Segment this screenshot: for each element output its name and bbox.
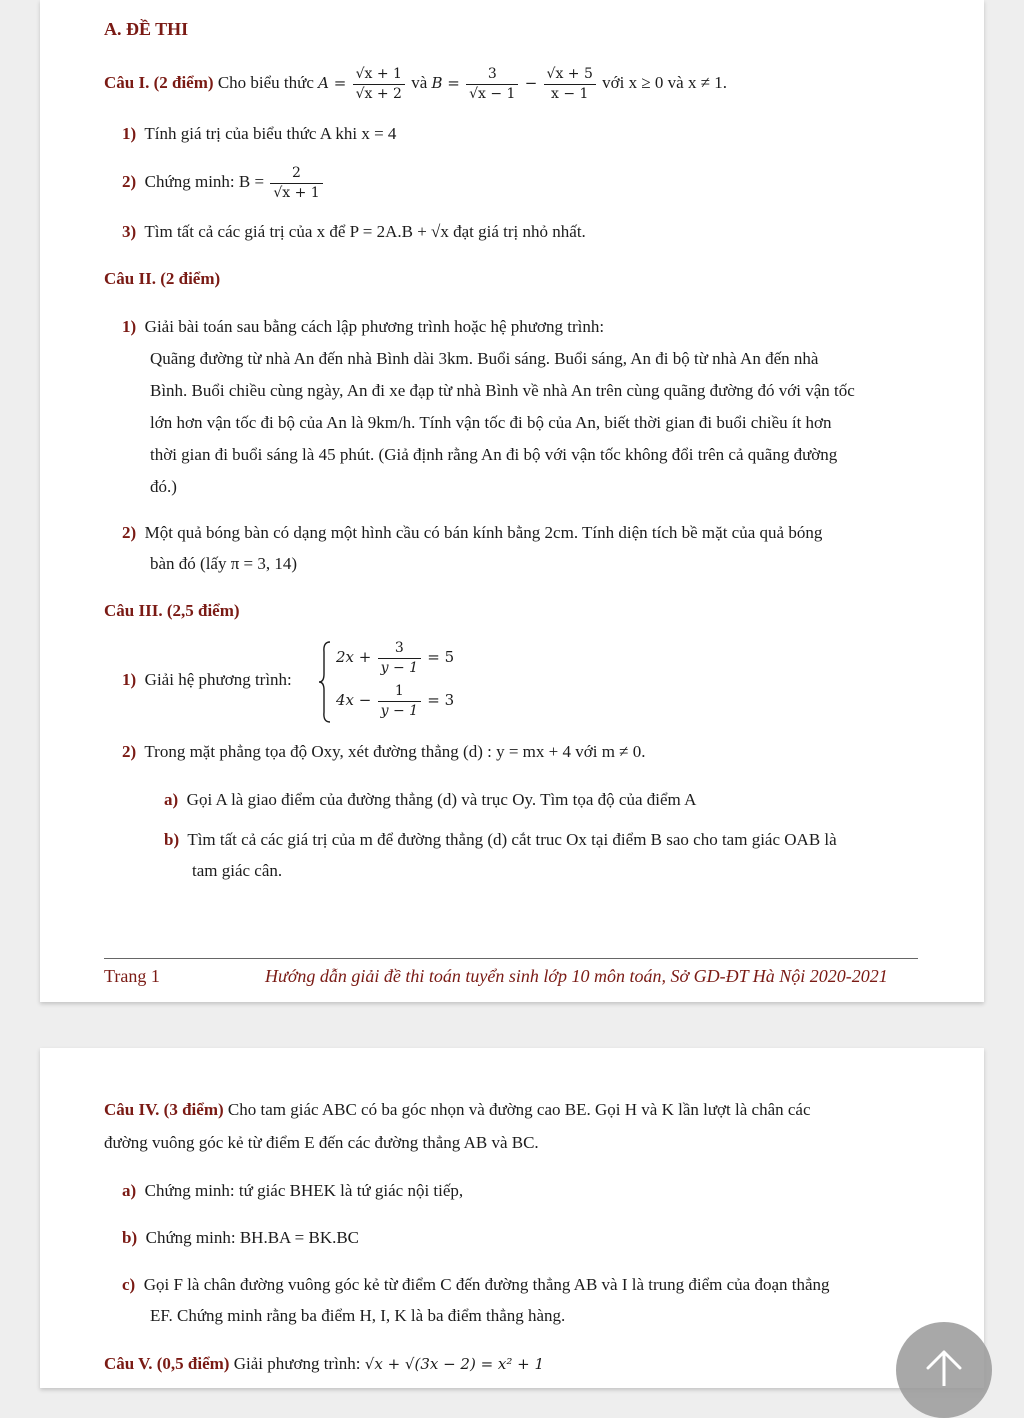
fraction-A: $\frac{√x + 1}{√x + 2}$ xyxy=(353,65,405,104)
system-equation-2: 4x − $\frac{1}{y - 1}$ = 3 xyxy=(336,682,455,719)
q1-item-3: 3) Tìm tất cả các giá trị của x để P = 2A.B + √x đạt giá trị nhỏ nhất. xyxy=(122,222,586,241)
system-brace-icon xyxy=(318,640,332,724)
arrow-up-icon xyxy=(924,1346,964,1386)
question-5: Câu V. (0,5 điểm) Giải phương trình: √x + √(3x − 2) = x² + 1 xyxy=(104,1354,545,1373)
question-2-header: Câu II. (2 điểm) xyxy=(104,269,221,288)
q3-item-1: 1) Giải hệ phương trình: xyxy=(122,670,292,689)
q3-sub-b-line-1: b) Tìm tất cả các giá trị của m để đường thẳng (d) cắt truc Ox tại điểm B sao cho tam giác OAB là xyxy=(164,830,837,849)
q1-item-2: 2) Chứng minh: B = $\frac{2}{√x + 1}$ xyxy=(122,160,325,204)
q2-item-2-line-1: 2) Một quả bóng bàn có dạng một hình cầu có bán kính bằng 2cm. Tính diện tích bề mặt của quả bóng xyxy=(122,523,823,542)
fraction-B1: $\frac{3}{√x - 1}$ xyxy=(466,65,518,104)
q1-item-1: 1) Tính giá trị của biểu thức A khi x = 4 xyxy=(122,124,397,143)
question-4-header: Câu IV. (3 điểm) Cho tam giác ABC có ba góc nhọn và đường cao BE. Gọi H và K lần lượt là chân các xyxy=(104,1100,811,1119)
q2-item-2-line-2: bàn đó (lấy π = 3, 14) xyxy=(150,554,298,573)
q4-sub-c-line-2: EF. Chứng minh rằng ba điểm H, I, K là ba điểm thẳng hàng. xyxy=(150,1306,566,1325)
q2-item-1-body: Quãng đường từ nhà An đến nhà Bình dài 3km. Buổi sáng. Buổi sáng, An đi bộ từ nhà An đến nhà Bình. Buổi chiều cùng ngày, An đi xe đạp từ nhà Bình về nhà An trên cùng quãng đường đó với vận tốc lớn hơn vận tốc đi bộ của An là 9km/h. Tính vận tốc đi bộ của An, biết thời gian đi buổi chiều ít hơn thời gian đi buổi sáng là 45 phút. (Giả định rằng An đi bộ với vận tốc không đổi trên cả quãng đường đó.) xyxy=(150,349,855,496)
footer-title: Hướng dẫn giải đề thi toán tuyển sinh lớp 10 môn toán, Sở GD-ĐT Hà Nội 2020-2021 xyxy=(265,966,888,986)
system-equation-1: 2x + $\frac{3}{y - 1}$ = 5 xyxy=(336,639,455,676)
q3-sub-b-line-2: tam giác cân. xyxy=(192,861,283,880)
footer-divider xyxy=(104,958,918,959)
q4-sub-b: b) Chứng minh: BH.BA = BK.BC xyxy=(122,1228,360,1247)
fraction-B-result: $\frac{2}{√x + 1}$ xyxy=(270,164,322,203)
q4-sub-c-line-1: c) Gọi F là chân đường vuông góc kẻ từ điểm C đến đường thẳng AB và I là trung điểm của đoạn thẳng xyxy=(122,1275,830,1294)
q3-sub-a: a) Gọi A là giao điểm của đường thẳng (d) và trục Oy. Tìm tọa độ của điểm A xyxy=(164,790,697,809)
scroll-to-top-button[interactable] xyxy=(896,1322,992,1418)
q4-line-2: đường vuông góc kẻ từ điểm E đến các đường thẳng AB và BC. xyxy=(104,1133,539,1152)
page-number: Trang 1 xyxy=(104,966,160,986)
q2-item-1-title: 1) Giải bài toán sau bằng cách lập phương trình hoặc hệ phương trình: xyxy=(122,317,605,336)
q4-sub-a: a) Chứng minh: tứ giác BHEK là tứ giác nội tiếp, xyxy=(122,1181,464,1200)
fraction-B2: $\frac{√x + 5}{x - 1}$ xyxy=(544,65,596,104)
q3-item-2: 2) Trong mặt phẳng tọa độ Oxy, xét đường thẳng (d) : y = mx + 4 với m ≠ 0. xyxy=(122,742,646,761)
section-title: A. ĐỀ THI xyxy=(104,19,189,39)
question-1-header: Câu I. (2 điểm) Cho biểu thức A = $\frac{√x + 1}{√x + 2}$ và B = $\frac{3}{√x - 1}$ − $\frac{√x + 5}{x - 1}$ với x ≥ 0 và x ≠ 1. xyxy=(104,65,728,102)
question-3-header: Câu III. (2,5 điểm) xyxy=(104,601,240,620)
